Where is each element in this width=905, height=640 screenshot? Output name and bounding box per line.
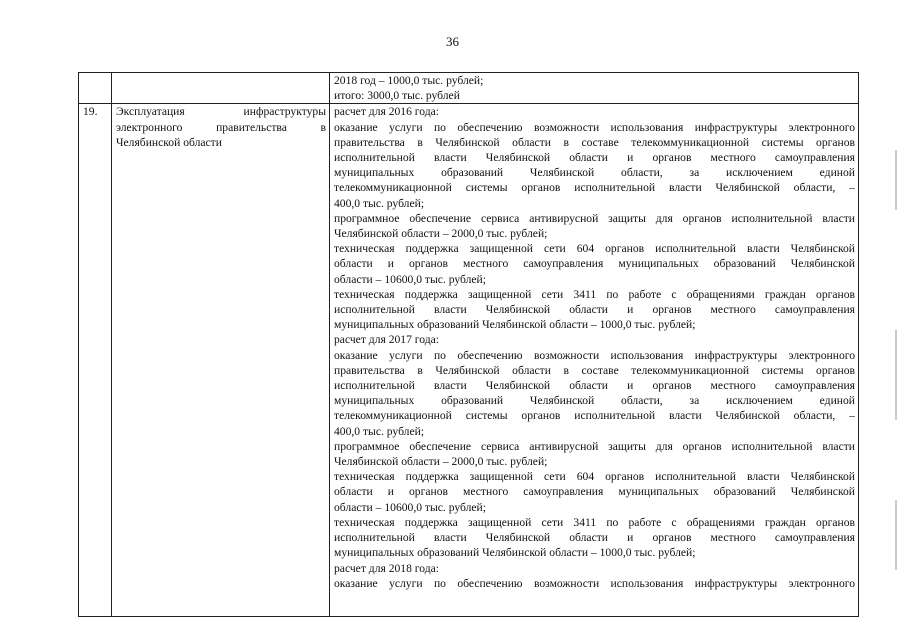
row-number-cell bbox=[79, 73, 112, 104]
content-line: Челябинской области – 2000,0 тыс. рублей; bbox=[334, 455, 548, 469]
content-line: муниципальных образований Челябинской области – 1000,0 тыс. рублей; bbox=[334, 318, 696, 332]
content-line: оказание услуги по обеспечению возможности использования инфраструктуры электронного bbox=[334, 348, 855, 362]
content-line: муниципальных образований Челябинской области – 1000,0 тыс. рублей; bbox=[334, 546, 696, 560]
row-number-cell: 19. bbox=[79, 104, 112, 617]
row-content-lines bbox=[334, 104, 855, 616]
row-name-cell bbox=[112, 73, 330, 104]
content-line: муниципальных образований Челябинской области, за исключением единой bbox=[334, 166, 855, 180]
content-line: расчет для 2018 года: bbox=[334, 561, 439, 575]
content-line: правительства в Челябинской области в составе телекоммуникационной системы органов bbox=[334, 363, 855, 377]
row-content-cell bbox=[330, 73, 859, 104]
content-line: области – 10600,0 тыс. рублей; bbox=[334, 500, 486, 514]
content-line: оказание услуги по обеспечению возможности использования инфраструктуры электронного bbox=[334, 576, 855, 590]
scan-mark bbox=[895, 500, 897, 570]
content-line: исполнительной власти Челябинской области и органов местного самоуправления bbox=[334, 303, 855, 317]
content-line: программное обеспечение сервиса антивирусной защиты для органов исполнительной власти bbox=[334, 211, 855, 225]
document-table bbox=[78, 72, 859, 617]
content-line: исполнительной власти Челябинской области и органов местного самоуправления bbox=[334, 151, 855, 165]
content-line: оказание услуги по обеспечению возможности использования инфраструктуры электронного bbox=[334, 120, 855, 134]
content-line: техническая поддержка защищенной сети 3411 по работе с обращениями граждан органов bbox=[334, 515, 855, 529]
name-line: электронного правительства в bbox=[116, 120, 326, 134]
content-line: техническая поддержка защищенной сети 3411 по работе с обращениями граждан органов bbox=[334, 287, 855, 301]
page-number: 36 bbox=[446, 34, 459, 49]
content-line: расчет для 2017 года: bbox=[334, 333, 439, 347]
content-line: области и органов местного самоуправления муниципальных образований Челябинской bbox=[334, 257, 855, 271]
content-line: телекоммуникационной системы органов исполнительной власти Челябинской области, – bbox=[334, 181, 855, 195]
content-line: итого: 3000,0 тыс. рублей bbox=[334, 89, 460, 103]
content-line: исполнительной власти Челябинской области и органов местного самоуправления bbox=[334, 379, 855, 393]
row-content-cell bbox=[330, 104, 859, 617]
scan-mark bbox=[895, 330, 897, 420]
content-line: телекоммуникационной системы органов исполнительной власти Челябинской области, – bbox=[334, 409, 855, 423]
content-line: области – 10600,0 тыс. рублей; bbox=[334, 272, 486, 286]
content-line: расчет для 2016 года: bbox=[334, 105, 439, 119]
table-row bbox=[79, 104, 859, 617]
content-line: техническая поддержка защищенной сети 604 органов исполнительной власти Челябинской bbox=[334, 242, 855, 256]
name-line: Эксплуатация инфраструктуры bbox=[116, 105, 326, 119]
content-line: техническая поддержка защищенной сети 604 органов исполнительной власти Челябинской bbox=[334, 470, 855, 484]
content-line: правительства в Челябинской области в составе телекоммуникационной системы органов bbox=[334, 135, 855, 149]
row-name-cell bbox=[112, 104, 330, 617]
content-line: муниципальных образований Челябинской области, за исключением единой bbox=[334, 394, 855, 408]
content-line: 400,0 тыс. рублей; bbox=[334, 196, 425, 210]
content-line: 400,0 тыс. рублей; bbox=[334, 424, 425, 438]
content-line: исполнительной власти Челябинской области и органов местного самоуправления bbox=[334, 531, 855, 545]
content-line: программное обеспечение сервиса антивирусной защиты для органов исполнительной власти bbox=[334, 439, 855, 453]
content-line: 2018 год – 1000,0 тыс. рублей; bbox=[334, 74, 484, 87]
name-line: Челябинской области bbox=[116, 135, 222, 149]
content-line: области и органов местного самоуправления муниципальных образований Челябинской bbox=[334, 485, 855, 499]
scan-mark bbox=[895, 150, 897, 210]
table-row bbox=[79, 73, 859, 104]
content-line: Челябинской области – 2000,0 тыс. рублей; bbox=[334, 227, 548, 241]
